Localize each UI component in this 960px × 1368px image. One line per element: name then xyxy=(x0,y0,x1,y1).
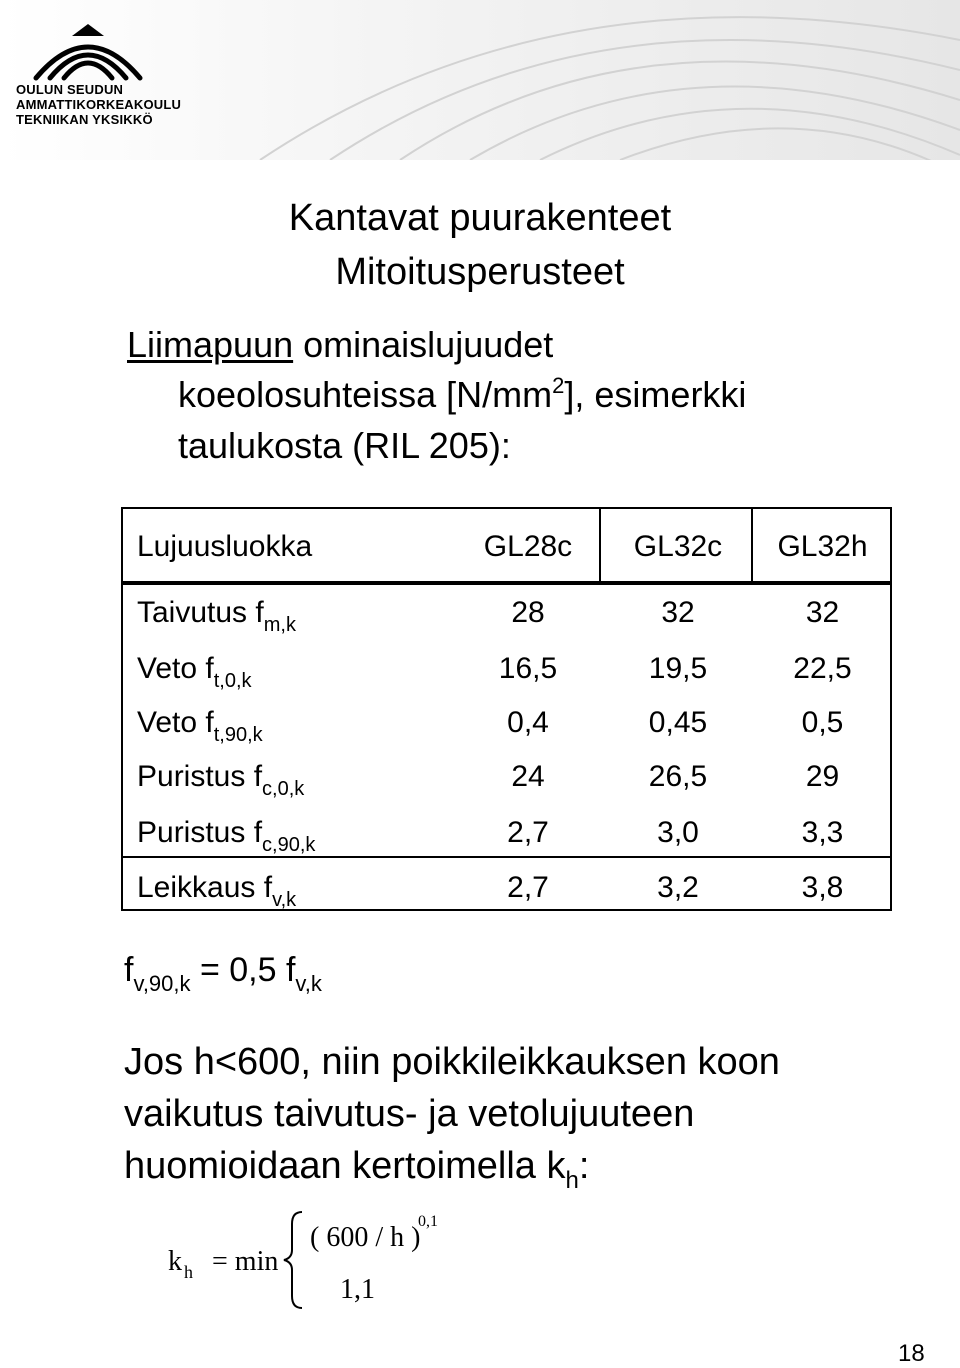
lead-line-1-rest: ominaislujuudet xyxy=(293,324,554,365)
row-label-subscript: t,0,k xyxy=(213,670,252,692)
page-subtitle: Mitoitusperusteet xyxy=(335,251,625,293)
table-cell: 2,7 xyxy=(507,816,549,849)
lead-line-2-b: ], esimerkki xyxy=(564,374,747,415)
formula-case-1-exponent: 0,1 xyxy=(418,1213,438,1230)
row-label-subscript: v,k xyxy=(272,889,297,911)
logo-line-2: AMMATTIKORKEAKOULU xyxy=(16,97,182,112)
table-header-label: Lujuusluokka xyxy=(137,530,313,563)
formula-lhs-subscript: h xyxy=(184,1262,193,1282)
formula-case-1: ( 600 / h ) xyxy=(310,1222,421,1253)
table-header-col: GL32h xyxy=(777,530,868,563)
row-label-text: Taivutus f xyxy=(137,596,264,629)
table-header-col: GL32c xyxy=(633,530,723,563)
relation-lhs: f xyxy=(124,951,134,989)
relation-lhs-subscript: v,90,k xyxy=(133,971,191,996)
table-divider xyxy=(751,509,753,582)
table-cell: 19,5 xyxy=(648,652,708,685)
lead-underlined-word: Liimapuun xyxy=(127,324,294,365)
row-label-text: Puristus f xyxy=(137,760,263,793)
row-label-subscript: t,90,k xyxy=(213,724,263,746)
paragraph-line-3 xyxy=(124,1140,589,1192)
logo-line-3: TEKNIIKAN YKSIKKÖ xyxy=(16,112,153,127)
page-number: 18 xyxy=(898,1340,925,1367)
table-cell: 28 xyxy=(511,596,545,629)
shear-relation xyxy=(124,950,322,996)
table-row-rule xyxy=(123,856,890,858)
table-cell: 2,7 xyxy=(507,871,549,904)
header-band xyxy=(0,0,960,160)
relation-rhs-subscript: v,k xyxy=(295,971,322,996)
table-cell: 22,5 xyxy=(793,652,852,685)
logo-text xyxy=(16,82,182,127)
lead-line-2-a: koeolosuhteissa [N/mm xyxy=(178,374,553,415)
table-cell: 29 xyxy=(805,760,840,793)
table-cell: 3,3 xyxy=(801,816,844,849)
school-logo-icon xyxy=(28,22,148,82)
table-divider xyxy=(599,509,601,582)
lead-line-3: taulukosta (RIL 205): xyxy=(178,425,511,466)
row-label-subscript: c,0,k xyxy=(262,778,305,800)
table-cell: 3,0 xyxy=(657,816,699,849)
page-title: Kantavat puurakenteet xyxy=(288,197,672,239)
table-cell: 0,45 xyxy=(648,706,708,739)
table-header-rule xyxy=(123,581,890,585)
row-label-text: Leikkaus f xyxy=(137,871,273,904)
table-cell: 32 xyxy=(805,596,840,629)
table-cell: 26,5 xyxy=(648,760,708,793)
lead-unit-exponent: 2 xyxy=(552,373,565,398)
table-row-label xyxy=(137,759,305,800)
row-label-subscript: m,k xyxy=(263,614,296,636)
kh-formula xyxy=(160,1200,480,1310)
table-cell: 3,2 xyxy=(657,871,699,904)
paragraph-line-1: Jos h<600, niin poikkileikkauksen koon xyxy=(124,1041,780,1083)
table-row-label xyxy=(137,705,263,746)
paragraph-line-2: vaikutus taivutus- ja vetolujuuteen xyxy=(124,1093,695,1135)
paragraph-line-3-subscript: h xyxy=(565,1167,579,1194)
table-cell: 0,4 xyxy=(507,706,549,739)
paragraph-line-3-colon: : xyxy=(578,1145,590,1187)
paragraph-line-3-text: huomioidaan kertoimella k xyxy=(124,1145,566,1187)
lead-line-1 xyxy=(127,320,553,370)
table-row-label xyxy=(137,595,296,636)
lead-line-2 xyxy=(178,370,746,420)
table-header-col: GL28c xyxy=(483,530,573,563)
table-cell: 3,8 xyxy=(801,871,844,904)
table-cell: 16,5 xyxy=(498,652,558,685)
table-cell: 0,5 xyxy=(801,706,844,739)
table-cell: 24 xyxy=(511,760,545,793)
strength-table xyxy=(121,507,892,911)
table-cell: 32 xyxy=(661,596,695,629)
formula-equals-min: = min xyxy=(212,1246,279,1277)
formula-case-2: 1,1 xyxy=(340,1274,375,1305)
table-row-label xyxy=(137,815,316,856)
table-row-label xyxy=(137,651,252,692)
formula-lhs: k xyxy=(168,1246,182,1277)
relation-mid: = 0,5 f xyxy=(190,951,296,989)
row-label-text: Veto f xyxy=(137,652,214,685)
logo-line-1: OULUN SEUDUN xyxy=(16,82,124,97)
formula-brace xyxy=(284,1212,302,1308)
row-label-text: Puristus f xyxy=(137,816,263,849)
table-row-label xyxy=(137,870,297,911)
row-label-text: Veto f xyxy=(137,706,214,739)
row-label-subscript: c,90,k xyxy=(262,834,316,856)
